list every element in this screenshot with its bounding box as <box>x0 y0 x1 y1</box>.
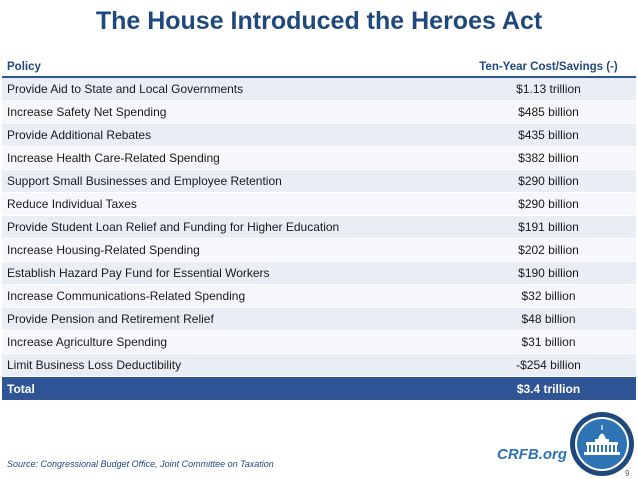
table-row <box>2 308 636 331</box>
table-row <box>2 331 636 354</box>
cost-cell: $48 billion <box>521 312 576 326</box>
cost-cell: $32 billion <box>521 289 576 303</box>
table-row <box>2 78 636 101</box>
header-cost: Ten-Year Cost/Savings (-) <box>479 60 618 73</box>
table-header-row <box>2 57 636 78</box>
table-row <box>2 354 636 377</box>
capitol-seal-logo <box>569 411 635 477</box>
policy-cell: Support Small Businesses and Employee Retention <box>7 174 282 188</box>
source-note: Source: Congressional Budget Office, Joint Committee on Taxation <box>7 459 274 469</box>
total-label: Total <box>7 381 35 396</box>
cost-cell: $202 billion <box>518 243 579 257</box>
brand-link[interactable]: CRFB.org <box>497 446 567 463</box>
table-row <box>2 170 636 193</box>
table-row <box>2 216 636 239</box>
cost-cell: $1.13 trillion <box>516 82 581 96</box>
header-policy: Policy <box>7 60 41 73</box>
policy-cell: Increase Agriculture Spending <box>7 335 168 349</box>
cost-cell: -$254 billion <box>516 358 581 372</box>
policy-cell: Increase Housing-Related Spending <box>7 243 200 257</box>
cost-cell: $290 billion <box>518 197 579 211</box>
cost-cell: $190 billion <box>518 266 579 280</box>
policy-cell: Establish Hazard Pay Fund for Essential Workers <box>7 266 270 280</box>
page-number: 9 <box>625 469 630 478</box>
cost-cell: $485 billion <box>518 105 579 119</box>
table-total-row <box>2 377 636 401</box>
slide-title: The House Introduced the Heroes Act <box>95 7 543 35</box>
table-row <box>2 147 636 170</box>
policy-table <box>2 57 636 401</box>
table-row <box>2 262 636 285</box>
policy-cell: Provide Pension and Retirement Relief <box>7 312 214 326</box>
policy-cell: Increase Health Care-Related Spending <box>7 151 220 165</box>
total-value: $3.4 trillion <box>516 381 581 396</box>
policy-cell: Provide Aid to State and Local Governments <box>7 82 244 96</box>
table-row <box>2 193 636 216</box>
cost-cell: $382 billion <box>518 151 579 165</box>
cost-cell: $31 billion <box>521 335 576 349</box>
policy-cell: Reduce Individual Taxes <box>7 197 137 211</box>
table-row <box>2 239 636 262</box>
cost-cell: $191 billion <box>518 220 579 234</box>
table-row <box>2 124 636 147</box>
policy-cell: Provide Student Loan Relief and Funding for Higher Education <box>7 220 340 234</box>
policy-cell: Increase Communications-Related Spending <box>7 289 246 303</box>
table-row <box>2 285 636 308</box>
policy-cell: Limit Business Loss Deductibility <box>7 358 182 372</box>
cost-cell: $435 billion <box>518 128 579 142</box>
policy-cell: Increase Safety Net Spending <box>7 105 167 119</box>
cost-cell: $290 billion <box>518 174 579 188</box>
table-row <box>2 101 636 124</box>
policy-cell: Provide Additional Rebates <box>7 128 152 142</box>
